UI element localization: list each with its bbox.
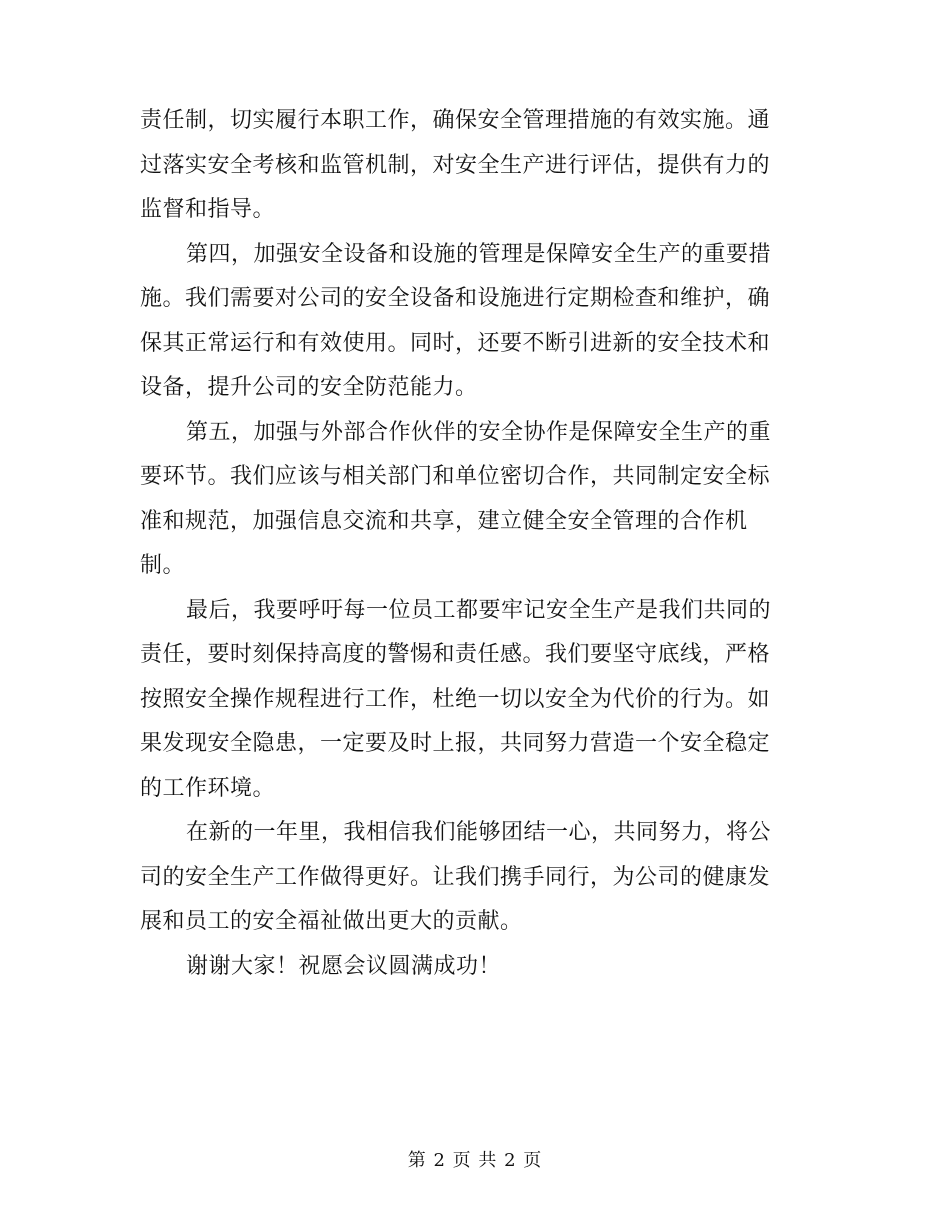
text-line: 责任制，切实履行本职工作，确保安全管理措施的有效实施。通 bbox=[140, 108, 771, 133]
paragraph-start-line: 最后，我要呼吁每一位员工都要牢记安全生产是我们共同的 bbox=[186, 597, 772, 623]
paragraph-start-line: 在新的一年里，我相信我们能够团结一心，共同努力，将公 bbox=[186, 820, 772, 845]
text-line: 按照安全操作规程进行工作，杜绝一切以安全为代价的行为。如 bbox=[140, 686, 771, 712]
text-line: 责任，要时刻保持高度的警惕和责任感。我们要坚守底线，严格 bbox=[140, 642, 771, 667]
text-line: 保其正常运行和有效使用。同时，还要不断引进新的安全技术和 bbox=[140, 330, 771, 356]
paragraph-start-line: 第四，加强安全设备和设施的管理是保障安全生产的重要措 bbox=[186, 241, 772, 267]
document-body bbox=[140, 99, 800, 989]
text-line: 果发现安全隐患，一定要及时上报，共同努力营造一个安全稳定 bbox=[140, 731, 771, 756]
text-line: 司的安全生产工作做得更好。让我们携手同行，为公司的健康发 bbox=[140, 864, 771, 890]
text-line: 施。我们需要对公司的安全设备和设施进行定期检查和维护，确 bbox=[140, 286, 771, 311]
text-line: 要环节。我们应该与相关部门和单位密切合作，共同制定安全标 bbox=[140, 464, 771, 489]
text-line: 制。 bbox=[140, 553, 186, 578]
text-line: 设备，提升公司的安全防范能力。 bbox=[140, 375, 478, 400]
paragraph-start-line: 谢谢大家！祝愿会议圆满成功！ bbox=[186, 953, 502, 979]
text-line: 准和规范，加强信息交流和共享，建立健全安全管理的合作机 bbox=[140, 508, 748, 534]
paragraph-start-line: 第五，加强与外部合作伙伴的安全协作是保障安全生产的重 bbox=[186, 419, 772, 445]
text-line: 展和员工的安全福祉做出更大的贡献。 bbox=[140, 909, 523, 934]
text-line: 的工作环境。 bbox=[140, 775, 276, 801]
text-line: 过落实安全考核和监管机制，对安全生产进行评估，提供有力的 bbox=[140, 152, 771, 178]
page-number-footer: 第 2 页 共 2 页 bbox=[407, 1150, 543, 1171]
text-line: 监督和指导。 bbox=[140, 197, 276, 222]
